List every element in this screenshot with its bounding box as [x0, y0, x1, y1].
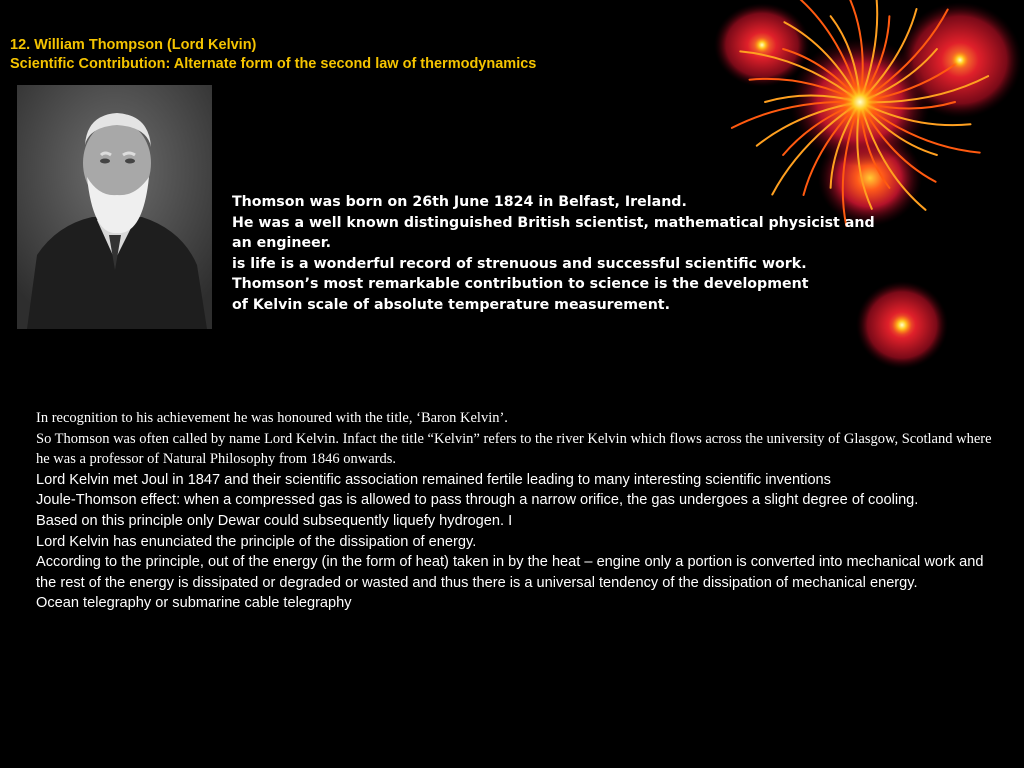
bio-line: Thomson was born on 26th June 1824 in Belfast, Ireland.: [232, 194, 687, 210]
bio-line: of Kelvin scale of absolute temperature measurement.: [232, 296, 670, 313]
body-paragraph: Ocean telegraphy or submarine cable telegraphy: [36, 595, 352, 612]
bio-text: [232, 192, 1002, 316]
body-paragraph: According to the principle, out of the energy (in the form of heat) taken in by the heat – engine only a portion is converted into mechanical work and the rest of the energy is dissipated or degraded or wasted and thus there is a universal tendency of the dissipation of mechanical energy.: [36, 554, 984, 591]
bio-line: He was a well known distinguished British scientist, mathematical physicist and: [232, 214, 875, 231]
body-paragraph: So Thomson was often called by name Lord Kelvin. Infact the title “Kelvin” refers to the river Kelvin which flows across the university of Glasgow, Scotland where he was a professor of Natural Philosophy from 1846 onwards.: [36, 430, 992, 468]
slide-title: [10, 36, 670, 74]
body-paragraph: Lord Kelvin has enunciated the principle of the dissipation of energy.: [36, 533, 477, 550]
portrait-icon: [17, 85, 212, 329]
body-paragraph: In recognition to his achievement he was honoured with the title, ‘Baron Kelvin’.: [36, 410, 508, 426]
bio-line: Thomson’s most remarkable contribution to science is the development: [232, 276, 809, 293]
portrait-photo: [17, 85, 212, 329]
body-paragraph: Lord Kelvin met Joul in 1847 and their scientific association remained fertile leading to many interesting scientific inventions: [36, 471, 831, 488]
title-line-2: Scientific Contribution: Alternate form of the second law of thermodynamics: [10, 56, 537, 72]
bio-line: is life is a wonderful record of strenuous and successful scientific work.: [232, 255, 807, 272]
title-line-1: 12. William Thompson (Lord Kelvin): [10, 37, 257, 53]
body-paragraph: Based on this principle only Dewar could subsequently liquefy hydrogen. I: [36, 512, 513, 529]
body-text: [36, 408, 996, 614]
body-paragraph: Joule-Thomson effect: when a compressed gas is allowed to pass through a narrow orifice, the gas undergoes a slight degree of cooling.: [36, 492, 919, 509]
bio-line: an engineer.: [232, 235, 332, 252]
